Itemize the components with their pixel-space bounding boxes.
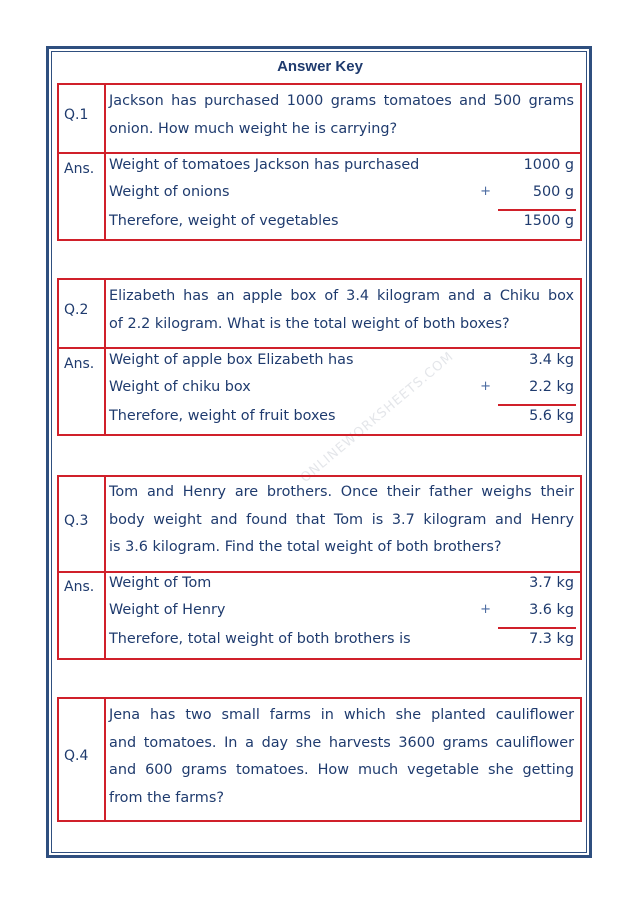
answer-label: Ans. bbox=[64, 356, 95, 372]
question-line: Jackson has purchased 1000 grams tomatoes and 500 grams bbox=[109, 93, 574, 109]
answer-row bbox=[109, 379, 574, 399]
question-line: Tom and Henry are brothers. Once their father weighs their bbox=[109, 484, 574, 500]
answer-value: 3.4 kg bbox=[529, 352, 574, 368]
question-line: of 2.2 kilogram. What is the total weight of both boxes? bbox=[109, 315, 510, 332]
answer-description: Therefore, weight of fruit boxes bbox=[109, 408, 336, 424]
question-line: onion. How much weight he is carrying? bbox=[109, 120, 398, 137]
sum-line bbox=[498, 627, 576, 629]
question-line: is 3.6 kilogram. Find the total weight of both brothers? bbox=[109, 539, 502, 555]
answer-label: Ans. bbox=[64, 161, 95, 177]
question-label: Q.3 bbox=[64, 513, 89, 529]
sum-line bbox=[498, 209, 576, 211]
question-text bbox=[109, 702, 574, 812]
answer-total: 1500 g bbox=[523, 213, 574, 229]
question-line: and 600 grams tomatoes. How much vegetable she getting bbox=[109, 762, 574, 778]
answer-value: 3.6 kg bbox=[529, 602, 574, 618]
question-label: Q.4 bbox=[64, 748, 89, 764]
answer-description: Therefore, total weight of both brothers is bbox=[109, 631, 411, 647]
question-line: and tomatoes. In a day she harvests 3600 grams cauliflower bbox=[109, 734, 574, 751]
question-label: Q.2 bbox=[64, 302, 89, 318]
answer-description: Weight of tomatoes Jackson has purchased bbox=[109, 157, 420, 173]
answer-row bbox=[109, 157, 574, 177]
answer-box-1 bbox=[57, 152, 582, 241]
plus-sign: + bbox=[480, 602, 491, 617]
question-text bbox=[109, 283, 574, 338]
answer-label: Ans. bbox=[64, 579, 95, 595]
question-box-4 bbox=[57, 697, 582, 822]
question-label: Q.1 bbox=[64, 107, 89, 123]
question-box-3 bbox=[57, 475, 582, 573]
answer-value: 3.7 kg bbox=[529, 575, 574, 591]
question-line: body weight and found that Tom is 3.7 kilogram and Henry bbox=[109, 511, 574, 528]
sum-line bbox=[498, 404, 576, 406]
answer-row bbox=[109, 631, 574, 651]
answer-row bbox=[109, 213, 574, 233]
answer-row bbox=[109, 575, 574, 595]
question-box-1 bbox=[57, 83, 582, 154]
answer-row bbox=[109, 602, 574, 622]
answer-row bbox=[109, 184, 574, 204]
answer-value: 500 g bbox=[532, 184, 574, 200]
question-text bbox=[109, 88, 574, 143]
answer-description: Weight of chiku box bbox=[109, 379, 251, 395]
answer-description: Weight of Henry bbox=[109, 602, 226, 618]
answer-description: Weight of onions bbox=[109, 184, 230, 200]
answer-total: 7.3 kg bbox=[529, 631, 574, 647]
watermark: ONLINEWORKSHEETS.COM bbox=[297, 349, 457, 486]
answer-total: 5.6 kg bbox=[529, 408, 574, 424]
question-text bbox=[109, 479, 574, 562]
answer-value: 1000 g bbox=[523, 157, 574, 173]
question-line: Jena has two small farms in which she planted cauliflower bbox=[109, 707, 574, 723]
answer-value: 2.2 kg bbox=[529, 379, 574, 395]
answer-box-3 bbox=[57, 571, 582, 660]
answer-description: Weight of Tom bbox=[109, 575, 212, 591]
answer-description: Weight of apple box Elizabeth has bbox=[109, 352, 354, 368]
answer-description: Therefore, weight of vegetables bbox=[109, 213, 339, 229]
answer-box-2 bbox=[57, 347, 582, 436]
question-line: Elizabeth has an apple box of 3.4 kilogram and a Chiku box bbox=[109, 288, 574, 304]
plus-sign: + bbox=[480, 184, 491, 199]
question-line: from the farms? bbox=[109, 789, 224, 806]
plus-sign: + bbox=[480, 379, 491, 394]
question-box-2 bbox=[57, 278, 582, 349]
answer-row bbox=[109, 408, 574, 428]
page-title: Answer Key bbox=[277, 58, 363, 75]
answer-row bbox=[109, 352, 574, 372]
